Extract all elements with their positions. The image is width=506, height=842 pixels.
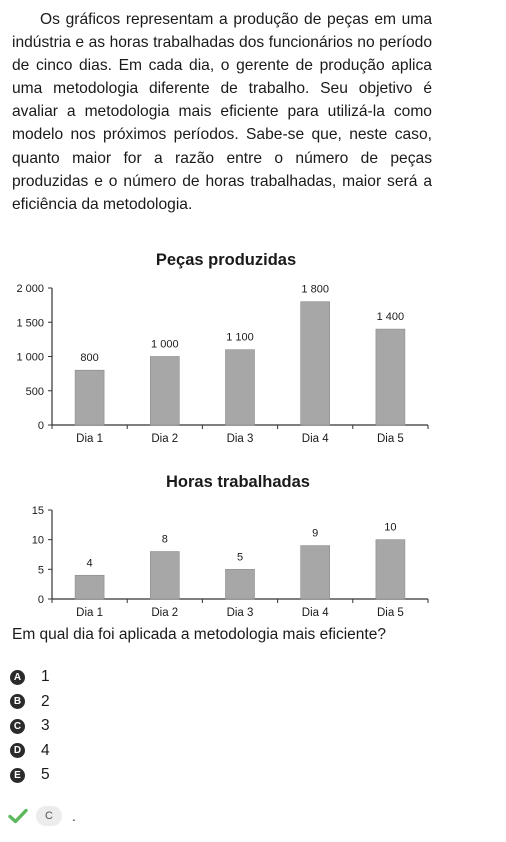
answer-suffix: .: [71, 808, 76, 824]
y-tick-label: 1 000: [16, 351, 44, 364]
options-list: [10, 665, 50, 788]
chart-title: Horas trabalhadas: [166, 473, 310, 491]
option-letter-badge: E: [10, 768, 25, 783]
x-tick-label: Dia 1: [76, 607, 104, 619]
bar-chart-pecas: [0, 270, 506, 460]
x-tick-label: Dia 2: [151, 433, 179, 445]
x-tick-label: Dia 5: [376, 607, 404, 619]
option-e[interactable]: [10, 763, 50, 788]
bar: [301, 302, 330, 425]
x-tick-label: Dia 4: [301, 607, 329, 619]
data-label: 1 000: [151, 338, 179, 351]
bar: [226, 350, 255, 425]
answer-badge: C: [36, 806, 62, 826]
statement-text: Os gráficos representam a produção de peças em uma indústria e as horas trabalhadas dos funcionários no período de cinco dias. Em cada dia, o gerente de produção aplica uma metodologia diferente de trabalho. Seu objetivo é avaliar a metodologia mais eficiente para utilizá-la como modelo nos próximos períodos. Sabe-se que, neste caso, quanto maior for a razão entre o número de peças produzidas e o número de horas trabalhadas, maior será a eficiência da metodologia.: [12, 11, 432, 213]
x-tick-label: Dia 3: [226, 433, 254, 445]
y-tick-label: 5: [37, 564, 44, 577]
chart-title: Peças produzidas: [155, 251, 297, 269]
x-tick-label: Dia 4: [301, 433, 329, 445]
bar: [226, 569, 255, 599]
y-tick-label: 10: [31, 534, 44, 547]
data-label: 1 800: [301, 283, 329, 296]
y-tick-label: 1 500: [16, 317, 44, 330]
y-tick-label: 2 000: [16, 283, 44, 295]
option-letter-badge: C: [10, 719, 25, 734]
option-label: 3: [41, 717, 50, 735]
question-text: Em qual dia foi aplicada a metodologia mais eficiente?: [12, 626, 386, 643]
option-b[interactable]: [10, 690, 50, 715]
option-letter-badge: A: [10, 670, 25, 685]
x-tick-label: Dia 1: [76, 433, 104, 445]
data-label: 800: [80, 352, 99, 365]
option-label: 4: [41, 741, 50, 759]
data-label: 8: [161, 533, 168, 546]
x-tick-label: Dia 3: [226, 607, 254, 619]
bar: [75, 575, 104, 599]
bar-chart-horas: [0, 496, 506, 621]
problem-statement: [12, 8, 432, 216]
y-tick-label: 15: [31, 505, 44, 517]
bar: [75, 370, 104, 425]
bar: [150, 357, 179, 426]
option-c[interactable]: [10, 714, 50, 739]
option-label: 2: [41, 692, 50, 710]
option-letter-badge: B: [10, 694, 25, 709]
data-label: 1 100: [226, 331, 254, 344]
check-icon: [8, 808, 28, 824]
data-label: 10: [384, 521, 397, 534]
data-label: 4: [86, 557, 93, 570]
x-tick-label: Dia 2: [151, 607, 179, 619]
y-tick-label: 0: [37, 420, 44, 432]
option-d[interactable]: [10, 739, 50, 764]
bar: [150, 552, 179, 599]
bar: [301, 546, 330, 599]
option-a[interactable]: [10, 665, 50, 690]
data-label: 9: [312, 527, 319, 540]
option-label: 1: [41, 668, 50, 686]
y-tick-label: 0: [37, 594, 44, 606]
bar: [376, 540, 405, 599]
answer-row: [8, 806, 76, 826]
data-label: 5: [236, 551, 244, 564]
bar: [376, 329, 405, 425]
option-label: 5: [41, 766, 50, 784]
option-letter-badge: D: [10, 743, 25, 758]
data-label: 1 400: [376, 311, 405, 324]
x-tick-label: Dia 5: [376, 433, 404, 445]
y-tick-label: 500: [25, 385, 44, 398]
